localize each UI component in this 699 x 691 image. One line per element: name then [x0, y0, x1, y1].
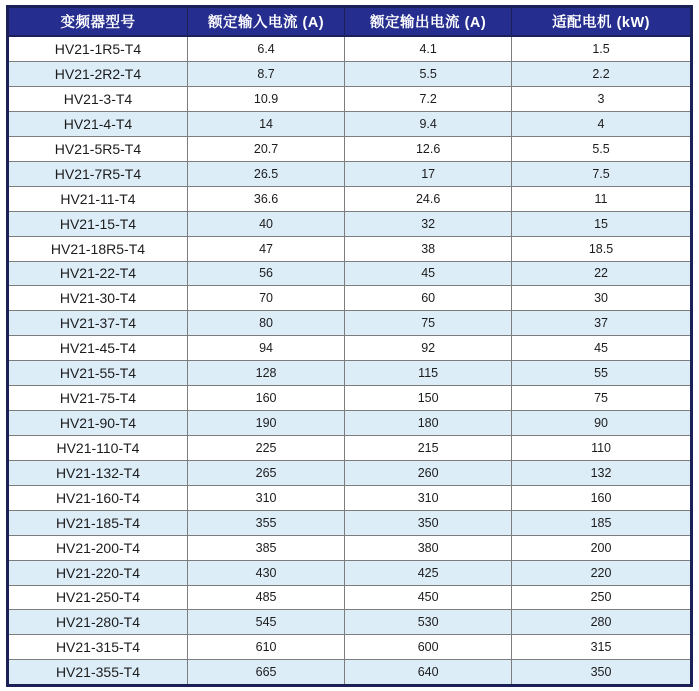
input-current-cell: 485 — [187, 585, 344, 610]
column-header-motor: 适配电机 (kW) — [512, 8, 690, 36]
table-header — [9, 8, 690, 36]
table-row — [9, 336, 690, 361]
model-cell: HV21-250-T4 — [9, 585, 187, 610]
table-row — [9, 460, 690, 485]
output-current-cell: 12.6 — [345, 136, 512, 161]
motor-power-cell: 2.2 — [512, 62, 690, 87]
output-current-cell: 32 — [345, 211, 512, 236]
table-row — [9, 361, 690, 386]
input-current-cell: 610 — [187, 635, 344, 660]
model-cell: HV21-2R2-T4 — [9, 62, 187, 87]
model-cell: HV21-315-T4 — [9, 635, 187, 660]
motor-power-cell: 11 — [512, 186, 690, 211]
motor-power-cell: 220 — [512, 560, 690, 585]
output-current-cell: 38 — [345, 236, 512, 261]
model-cell: HV21-220-T4 — [9, 560, 187, 585]
output-current-cell: 425 — [345, 560, 512, 585]
table-row — [9, 186, 690, 211]
model-cell: HV21-55-T4 — [9, 361, 187, 386]
output-current-cell: 17 — [345, 161, 512, 186]
model-cell: HV21-110-T4 — [9, 435, 187, 460]
inverter-spec-table — [9, 8, 690, 684]
model-cell: HV21-22-T4 — [9, 261, 187, 286]
table-row — [9, 36, 690, 62]
table-row — [9, 560, 690, 585]
motor-power-cell: 5.5 — [512, 136, 690, 161]
input-current-cell: 80 — [187, 311, 344, 336]
output-current-cell: 92 — [345, 336, 512, 361]
model-cell: HV21-90-T4 — [9, 411, 187, 436]
output-current-cell: 380 — [345, 535, 512, 560]
motor-power-cell: 75 — [512, 386, 690, 411]
input-current-cell: 47 — [187, 236, 344, 261]
motor-power-cell: 18.5 — [512, 236, 690, 261]
table-row — [9, 136, 690, 161]
model-cell: HV21-355-T4 — [9, 660, 187, 684]
input-current-cell: 40 — [187, 211, 344, 236]
table-row — [9, 610, 690, 635]
model-cell: HV21-30-T4 — [9, 286, 187, 311]
motor-power-cell: 90 — [512, 411, 690, 436]
input-current-cell: 36.6 — [187, 186, 344, 211]
model-cell: HV21-3-T4 — [9, 87, 187, 112]
model-cell: HV21-4-T4 — [9, 111, 187, 136]
table-header-row — [9, 8, 690, 36]
input-current-cell: 128 — [187, 361, 344, 386]
inverter-spec-table-frame — [6, 5, 693, 687]
output-current-cell: 7.2 — [345, 87, 512, 112]
input-current-cell: 545 — [187, 610, 344, 635]
model-cell: HV21-11-T4 — [9, 186, 187, 211]
column-header-output: 额定输出电流 (A) — [345, 8, 512, 36]
table-row — [9, 211, 690, 236]
motor-power-cell: 55 — [512, 361, 690, 386]
input-current-cell: 70 — [187, 286, 344, 311]
motor-power-cell: 4 — [512, 111, 690, 136]
motor-power-cell: 15 — [512, 211, 690, 236]
model-cell: HV21-185-T4 — [9, 510, 187, 535]
input-current-cell: 355 — [187, 510, 344, 535]
output-current-cell: 5.5 — [345, 62, 512, 87]
column-header-model: 变频器型号 — [9, 8, 187, 36]
model-cell: HV21-7R5-T4 — [9, 161, 187, 186]
motor-power-cell: 185 — [512, 510, 690, 535]
model-cell: HV21-5R5-T4 — [9, 136, 187, 161]
motor-power-cell: 132 — [512, 460, 690, 485]
table-row — [9, 161, 690, 186]
output-current-cell: 60 — [345, 286, 512, 311]
model-cell: HV21-75-T4 — [9, 386, 187, 411]
table-row — [9, 286, 690, 311]
table-row — [9, 311, 690, 336]
input-current-cell: 20.7 — [187, 136, 344, 161]
table-row — [9, 111, 690, 136]
motor-power-cell: 350 — [512, 660, 690, 684]
model-cell: HV21-200-T4 — [9, 535, 187, 560]
table-row — [9, 510, 690, 535]
input-current-cell: 8.7 — [187, 62, 344, 87]
table-row — [9, 386, 690, 411]
table-row — [9, 411, 690, 436]
table-row — [9, 62, 690, 87]
input-current-cell: 310 — [187, 485, 344, 510]
output-current-cell: 150 — [345, 386, 512, 411]
motor-power-cell: 30 — [512, 286, 690, 311]
output-current-cell: 4.1 — [345, 36, 512, 62]
output-current-cell: 9.4 — [345, 111, 512, 136]
table-row — [9, 635, 690, 660]
column-header-input: 额定输入电流 (A) — [187, 8, 344, 36]
input-current-cell: 10.9 — [187, 87, 344, 112]
output-current-cell: 530 — [345, 610, 512, 635]
output-current-cell: 350 — [345, 510, 512, 535]
input-current-cell: 265 — [187, 460, 344, 485]
model-cell: HV21-132-T4 — [9, 460, 187, 485]
motor-power-cell: 1.5 — [512, 36, 690, 62]
input-current-cell: 6.4 — [187, 36, 344, 62]
output-current-cell: 215 — [345, 435, 512, 460]
motor-power-cell: 315 — [512, 635, 690, 660]
motor-power-cell: 160 — [512, 485, 690, 510]
input-current-cell: 14 — [187, 111, 344, 136]
model-cell: HV21-45-T4 — [9, 336, 187, 361]
output-current-cell: 260 — [345, 460, 512, 485]
input-current-cell: 225 — [187, 435, 344, 460]
output-current-cell: 600 — [345, 635, 512, 660]
model-cell: HV21-1R5-T4 — [9, 36, 187, 62]
input-current-cell: 430 — [187, 560, 344, 585]
table-row — [9, 87, 690, 112]
table-row — [9, 435, 690, 460]
output-current-cell: 24.6 — [345, 186, 512, 211]
input-current-cell: 160 — [187, 386, 344, 411]
table-row — [9, 660, 690, 684]
table-row — [9, 535, 690, 560]
motor-power-cell: 45 — [512, 336, 690, 361]
output-current-cell: 45 — [345, 261, 512, 286]
table-row — [9, 485, 690, 510]
table-body — [9, 36, 690, 684]
input-current-cell: 665 — [187, 660, 344, 684]
input-current-cell: 385 — [187, 535, 344, 560]
table-row — [9, 236, 690, 261]
motor-power-cell: 22 — [512, 261, 690, 286]
motor-power-cell: 37 — [512, 311, 690, 336]
model-cell: HV21-18R5-T4 — [9, 236, 187, 261]
motor-power-cell: 200 — [512, 535, 690, 560]
model-cell: HV21-37-T4 — [9, 311, 187, 336]
model-cell: HV21-15-T4 — [9, 211, 187, 236]
input-current-cell: 26.5 — [187, 161, 344, 186]
output-current-cell: 310 — [345, 485, 512, 510]
output-current-cell: 640 — [345, 660, 512, 684]
table-row — [9, 585, 690, 610]
input-current-cell: 56 — [187, 261, 344, 286]
motor-power-cell: 280 — [512, 610, 690, 635]
output-current-cell: 75 — [345, 311, 512, 336]
output-current-cell: 180 — [345, 411, 512, 436]
input-current-cell: 190 — [187, 411, 344, 436]
motor-power-cell: 3 — [512, 87, 690, 112]
motor-power-cell: 7.5 — [512, 161, 690, 186]
output-current-cell: 115 — [345, 361, 512, 386]
model-cell: HV21-160-T4 — [9, 485, 187, 510]
motor-power-cell: 250 — [512, 585, 690, 610]
table-row — [9, 261, 690, 286]
output-current-cell: 450 — [345, 585, 512, 610]
input-current-cell: 94 — [187, 336, 344, 361]
model-cell: HV21-280-T4 — [9, 610, 187, 635]
motor-power-cell: 110 — [512, 435, 690, 460]
